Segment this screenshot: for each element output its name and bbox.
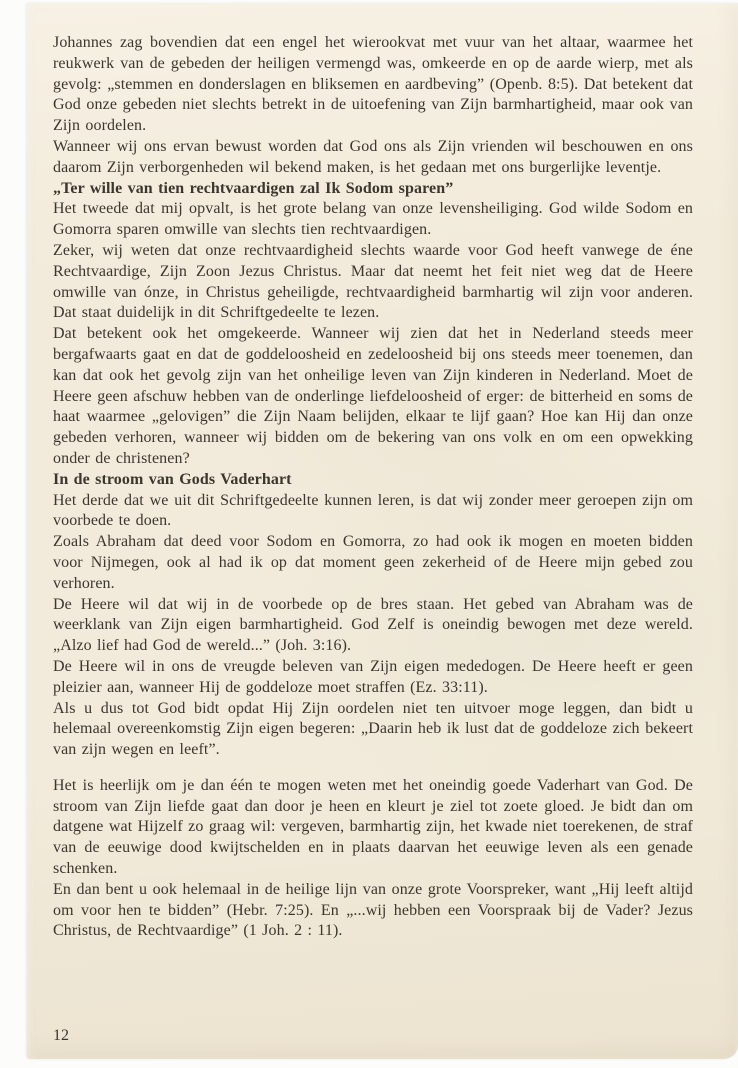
paragraph: Het is heerlijk om je dan één te mogen weten met het oneindig goede Vaderhart van God. De stroom van Zijn liefde gaat dan door je heen en kleurt je ziel tot zoete gloed. Je bidt dan om datgene wat Hijzelf zo graag wil: vergeven, barmhartig zijn, het kwade niet toerekenen, de straf van de eeuwige dood kwijtschelden en in plaats daarvan het eeuwige leven als een genade schenken. [53,776,693,878]
paragraph: Het tweede dat mij opvalt, is het grote belang van onze levensheiliging. God wilde Sodom en Gomorra sparen omwille van slechts tien rechtvaardigen. [53,200,693,239]
paragraph: Zeker, wij weten dat onze rechtvaardigheid slechts waarde voor God heeft vanwege de éne Rechtvaardige, Zijn Zoon Jezus Christus. Maar dat neemt het feit niet weg dat de Heere omwille van ónze, in Christus geheiligde, rechtvaardigheid barmhartig wil zijn voor anderen. Dat staat duidelijk in dit Schriftgedeelte te lezen. [53,241,693,322]
section-heading: In de stroom van Gods Vaderhart [53,470,292,488]
section-gods-vaderhart [53,470,693,761]
intro-section [53,33,693,179]
page-number: 12 [53,1027,69,1044]
paragraph: Johannes zag bovendien dat een engel het wierookvat met vuur van het altaar, waarmee het reukwerk van de gebeden der heiligen vermengd was, omkeerde en op de aarde wierp, met als gevolg: „stemmen en donderslagen en bliksemen en aardbeving” (Openb. 8:5). Dat betekent dat God onze gebeden niet slechts betrekt in de uitoefening van Zijn barmhartigheid, maar ook van Zijn oordelen. [53,34,693,135]
scanned-page [27,3,738,1059]
paragraph: Zoals Abraham dat deed voor Sodom en Gomorra, zo had ook ik mogen en moeten bidden voor Nijmegen, ook al had ik op dat moment geen zekerheid of de Heere mijn gebed zou verhoren. [53,533,693,592]
paragraph: Wanneer wij ons ervan bewust worden dat God ons als Zijn vrienden wil beschouwen en ons daarom Zijn verborgenheden wil bekend maken, is het gedaan met ons burgerlijke leventje. [53,137,693,176]
paragraph: Dat betekent ook het omgekeerde. Wanneer wij zien dat het in Nederland steeds meer bergafwaarts gaat en dat de goddeloosheid en zedeloosheid bij ons steeds meer toenemen, dan kan dat ook het gevolg zijn van het onheilige leven van Zijn kinderen in Nederland. Moet de Heere geen afschuw hebben van de onderlinge liefdeloosheid of erger: de bitterheid en soms de haat waarmee „gelovigen” die Zijn Naam belijden, elkaar te lijf gaan? Hoe kan Hij dan onze gebeden verhoren, wanneer wij bidden om de bekering van ons volk en om een opwekking onder de christenen? [53,325,693,467]
paragraph: En dan bent u ook helemaal in de heilige lijn van onze grote Voorspreker, want „Hij leeft altijd om voor hen te bidden” (Hebr. 7:25). En „...wij hebben een Voorspraak bij de Vader? Jezus Christus, de Rechtvaardige” (1 Joh. 2 : 11). [53,880,693,940]
section-sodom-sparen [53,179,693,470]
paragraph: Het derde dat we uit dit Schriftgedeelte kunnen leren, is dat wij zonder meer geroepen zijn om voorbede te doen. [53,491,693,530]
paragraph: De Heere wil in ons de vreugde beleven van Zijn eigen mededogen. De Heere heeft er geen pleizier aan, wanneer Hij de goddeloze moet straffen (Ez. 33:11). [53,657,693,696]
closing-section [53,776,693,942]
paragraph: De Heere wil dat wij in de voorbede op de bres staan. Het gebed van Abraham was de weerklank van Zijn eigen barmhartigheid. God Zelf is oneindig bewogen met deze wereld. „Alzo lief had God de wereld...” (Joh. 3:16). [53,595,693,655]
paragraph: Als u dus tot God bidt opdat Hij Zijn oordelen niet ten uitvoer moge leggen, dan bidt u helemaal overeenkomstig Zijn eigen begeren: „Daarin heb ik lust dat de goddeloze zich bekeert van zijn wegen en leeft”. [53,699,693,759]
section-heading: „Ter wille van tien rechtvaardigen zal Ik Sodom sparen” [53,179,454,197]
page-text-block [53,33,693,942]
